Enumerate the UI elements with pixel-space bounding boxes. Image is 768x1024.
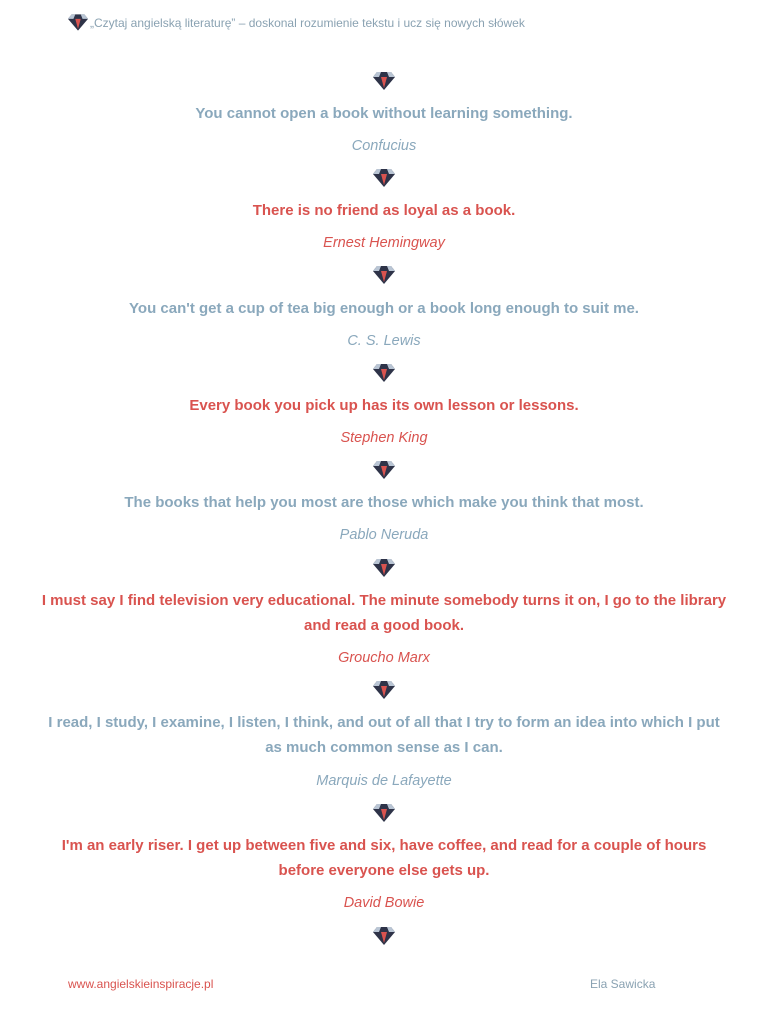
diamond-icon [68,14,88,31]
diamond-icon [373,169,395,187]
header-text: „Czytaj angielską literaturę” – doskonal rozumienie tekstu i ucz się nowych słówek [90,15,525,30]
page-header [68,14,525,31]
quote-author: Confucius [351,138,417,154]
quote-text: I'm an early riser. I get up between five and six, have coffee, and read for a couple of hours before everyone else gets up. [61,837,707,879]
website-link[interactable]: www.angielskieinspiracje.pl [68,977,214,991]
diamond-icon [373,72,395,90]
quote-author: David Bowie [343,895,425,911]
quote-text: You cannot open a book without learning something. [195,105,573,122]
diamond-icon [373,559,395,577]
quote-text: I must say I find television very educational. The minute somebody turns it on, I go to the library and read a good book. [41,592,727,634]
quote-text: You can't get a cup of tea big enough or a book long enough to suit me. [129,300,639,317]
diamond-icon [373,364,395,382]
quote-author: Groucho Marx [338,650,430,666]
quote-text: I read, I study, I examine, I listen, I think, and out of all that I try to form an idea into which I put as much common sense as I can. [48,714,720,756]
quote-author: Ernest Hemingway [323,235,445,251]
quote-text: There is no friend as loyal as a book. [252,202,516,219]
quote-author: Stephen King [340,430,428,446]
quote-text: The books that help you most are those which make you think that most. [124,494,644,511]
quote-author: C. S. Lewis [347,333,421,349]
quote-author: Pablo Neruda [339,527,429,543]
diamond-icon [373,266,395,284]
quote-author: Marquis de Lafayette [316,773,452,789]
diamond-icon [373,461,395,479]
footer-author: Ela Sawicka [590,977,656,991]
diamond-icon [373,927,395,945]
diamond-icon [373,681,395,699]
quote-text: Every book you pick up has its own lesson or lessons. [189,397,579,414]
diamond-icon [373,804,395,822]
